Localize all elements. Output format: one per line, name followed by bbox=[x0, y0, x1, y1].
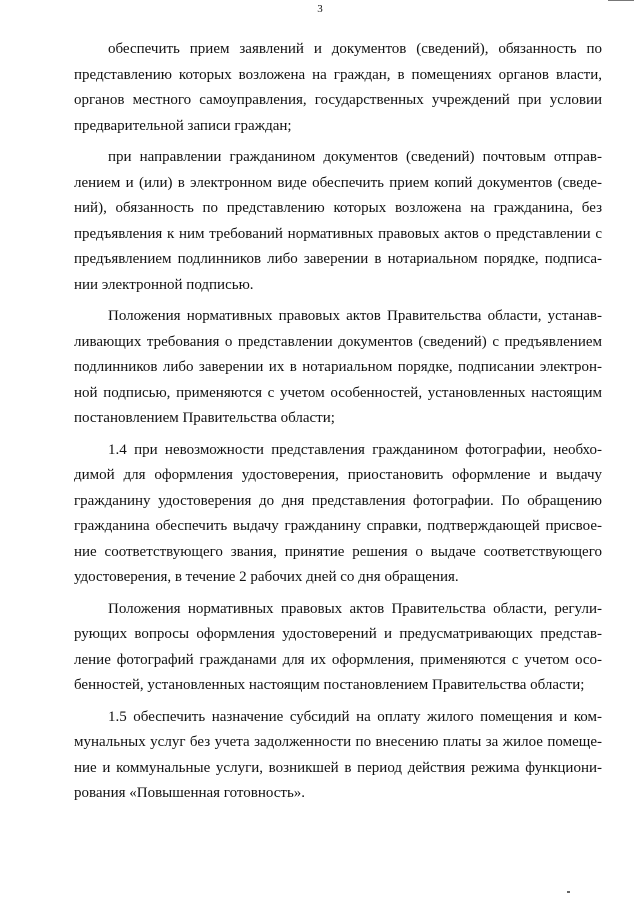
text-line: постановлением Правительства области; bbox=[74, 410, 335, 426]
text-line: рующих вопросы оформления удостоверений и предусматривающих представ- bbox=[74, 626, 602, 642]
text-line: рования «Повышенная готовность». bbox=[74, 785, 306, 801]
text-line: обеспечить прием заявлений и документов (сведений), обязанность по bbox=[108, 41, 602, 57]
paragraph-6 bbox=[74, 705, 602, 807]
text-line: ний), обязанность по представлению которых возложена на гражданина, без bbox=[74, 200, 602, 216]
text-line: Положения нормативных правовых актов Правительства области, устанав- bbox=[108, 308, 602, 324]
text-line: димой для оформления удостоверения, приостановить оформление и выдачу bbox=[74, 467, 602, 483]
text-line: органов местного самоуправления, государственных учреждений при условии bbox=[74, 92, 602, 108]
paragraph-2 bbox=[74, 145, 602, 298]
text-line: предъявления к ним требований нормативных правовых актов о представлении с bbox=[74, 225, 602, 242]
text-line: гражданину удостоверения до дня представления фотографии. По обращению bbox=[74, 492, 602, 509]
paragraph-5 bbox=[74, 597, 602, 699]
paragraph-4 bbox=[74, 438, 602, 591]
text-line: 1.5 обеспечить назначение субсидий на оплату жилого помещения и ком- bbox=[108, 708, 602, 725]
text-line: при направлении гражданином документов (сведений) почтовым отправ- bbox=[108, 149, 602, 165]
document-body bbox=[74, 37, 602, 807]
text-line: Положения нормативных правовых актов Правительства области, регули- bbox=[108, 600, 602, 617]
text-line: ние соответствующего звания, принятие решения о выдаче соответствующего bbox=[74, 543, 602, 560]
page-number: 3 bbox=[317, 3, 323, 15]
text-line: мунальных услуг без учета задолженности по внесению платы за жилое помеще- bbox=[74, 734, 602, 750]
text-line: бенностей, установленных настоящим постановлением Правительства области; bbox=[74, 677, 585, 693]
text-line: гражданина обеспечить выдачу гражданину справки, подтверждающей присвое- bbox=[74, 518, 602, 534]
text-line: лением и (или) в электронном виде обеспечить прием копий документов (сведе- bbox=[74, 174, 602, 191]
text-line: 1.4 при невозможности представления гражданином фотографии, необхо- bbox=[108, 441, 602, 458]
text-line: ние и коммунальные услуги, возникшей в период действия режима функциони- bbox=[74, 759, 602, 776]
text-line: ление фотографий гражданами для их оформления, применяются с учетом осо- bbox=[74, 651, 602, 668]
text-line: ной подписью, применяются с учетом особенностей, установленных настоящим bbox=[74, 384, 602, 401]
scan-speck bbox=[567, 891, 570, 893]
text-line: представлению которых возложена на граждан, в помещениях органов власти, bbox=[74, 66, 602, 83]
text-line: нии электронной подписью. bbox=[74, 276, 254, 293]
text-line: предъявлением подлинников либо заверении в нотариальном порядке, подписа- bbox=[74, 251, 602, 267]
text-line: подлинников либо заверении их в нотариальном порядке, подписании электрон- bbox=[74, 359, 602, 375]
text-line: ливающих требования о представлении документов (сведений) с предъявлением bbox=[74, 333, 602, 350]
paragraph-1 bbox=[74, 37, 602, 139]
text-line: удостоверения, в течение 2 рабочих дней со дня обращения. bbox=[74, 569, 459, 585]
text-line: предварительной записи граждан; bbox=[74, 117, 292, 134]
paragraph-3 bbox=[74, 304, 602, 432]
